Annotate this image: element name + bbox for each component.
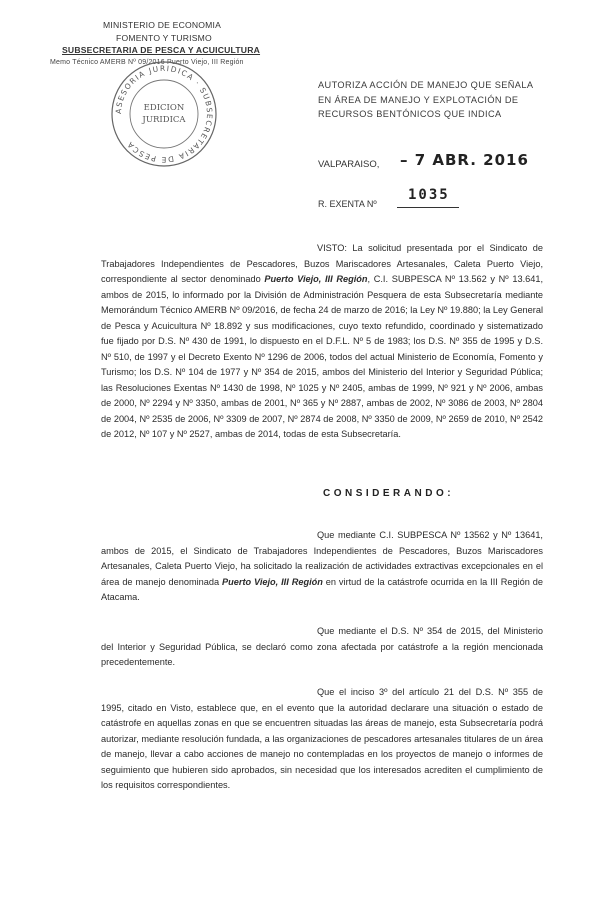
ministry-subname: FOMENTO Y TURISMO — [116, 33, 212, 43]
considerando-paragraph-3: Que el inciso 3º del artículo 21 del D.S. Nº 355 de 1995, citado en Visto, establece que, en el evento que la autoridad declarare una situación o estado de catástrofe en aquellas zonas en que se encuentren situadas las áreas de manejo, esta Subsecretaría podrá autorizar, mediante resolución fundada, a las organizaciones de pescadores artesanales titulares de un área de manejo, llevar a cabo acciones de manejo no contempladas en los proyectos de manejo o informes de seguimiento que hubieren sido aprobados, sin necesidad que los interesados acrediten el cumplimiento de los requisitos correspondientes. — [101, 687, 543, 790]
visto-paragraph — [101, 241, 543, 443]
ministry-name: MINISTERIO DE ECONOMIA — [103, 20, 222, 30]
considerando-paragraph-2: Que mediante el D.S. Nº 354 de 2015, del Ministerio del Interior y Seguridad Pública, se declaró como zona afectada por catástrofe a la región mencionada precedentemente. — [101, 626, 543, 667]
subsecretaria-name: SUBSECRETARIA DE PESCA Y ACUICULTURA — [62, 45, 261, 55]
considerando-heading: CONSIDERANDO: — [323, 488, 455, 499]
stamp-center-line1: EDICION — [143, 103, 185, 113]
place-label: VALPARAISO, — [318, 159, 380, 170]
visto-lead: VISTO: — [317, 243, 347, 253]
document-subject: AUTORIZA ACCIÓN DE MANEJO QUE SEÑALA EN ÁREA DE MANEJO Y EXPLOTACIÓN DE RECURSOS BENTÓNICOS QUE INDICA — [318, 80, 533, 119]
visto-place: Puerto Viejo, III Región — [264, 274, 368, 284]
resolution-label: R. EXENTA Nº — [318, 199, 377, 209]
resolution-underline — [397, 207, 459, 208]
stamp-ring-text: ASESORIA JURIDICA · SUBSECRETARIA DE PESCA — [113, 63, 215, 165]
visto-text-1: La solicitud presentada por el Sindicato de Trabajadores Independientes de Pescadores, Buzos Mariscadores Artesanales, Caleta Puerto Viejo, correspondiente al sector denominado — [101, 243, 543, 284]
considerando-p1-place: Puerto Viejo, III Región — [222, 576, 323, 587]
considerando-p1-text-1: Que mediante C.I. SUBPESCA Nº 13562 y Nº 13641, ambos de 2015, el Sindicato de Trabajadores Independientes de Pescadores, Buzos Mariscadores Artesanales, Caleta Puerto Viejo, ha solicitado la realización de actividades extractivas excepcionales en el área de manejo denominada — [101, 530, 543, 587]
document-date: – 7 ABR. 2016 — [400, 151, 529, 169]
considerando-p1-text-2: en virtud de la catástrofe ocurrida en la III Región de Atacama. — [101, 576, 543, 602]
considerando-paragraph-1 — [101, 528, 543, 606]
memo-reference: Memo Técnico AMERB Nº 09/2016 Puerto Viejo, III Región — [50, 59, 244, 66]
stamp-center-line2: JURIDICA — [142, 115, 186, 125]
visto-text-2: , C.I. SUBPESCA Nº 13.562 y Nº 13.641, ambos de 2015, lo informado por la División de Administración Pesquera de esta Subsecretaría mediante Memorándum Técnico AMERB Nº 09/2016, de fecha 24 de marzo de 2016; la Ley Nº 19.880; la Ley General de Pesca y Acuicultura Nº 18.892 y sus modificaciones, cuyo texto refundido, coordinado y sistematizado fue fijado por D.S. Nº 430 de 1991, lo dispuesto en el D.F.L. Nº 5 de 1983; los D.S. Nº 355 de 1995 y D.S. Nº 510, de 1997 y el Decreto Exento Nº 1296 de 2006, todos del actual Ministerio de Economía, Fomento y Turismo; los D.S. Nº 104 de 1977 y Nº 354 de 2015, ambos del Ministerio del Interior y Seguridad Pública; las Resoluciones Exentas Nº 1430 de 1998, Nº 1025 y Nº 2405, ambas de 1999, Nº 921 y Nº 2006, ambas de 2000, Nº 2294 y Nº 3350, ambas de 2001, Nº 365 y Nº 2887, ambas de 2002, Nº 3086 de 2003, Nº 2804 de 2004, Nº 2535 de 2006, Nº 3309 de 2007, Nº 2874 de 2008, Nº 3350 de 2009, Nº 2659 de 2010, Nº 2542 de 2012, Nº 107 y Nº 2527, ambas de 2014, todas de esta Subsecretaría. — [101, 274, 544, 439]
resolution-number: 1035 — [408, 187, 450, 203]
legal-stamp — [108, 58, 220, 170]
